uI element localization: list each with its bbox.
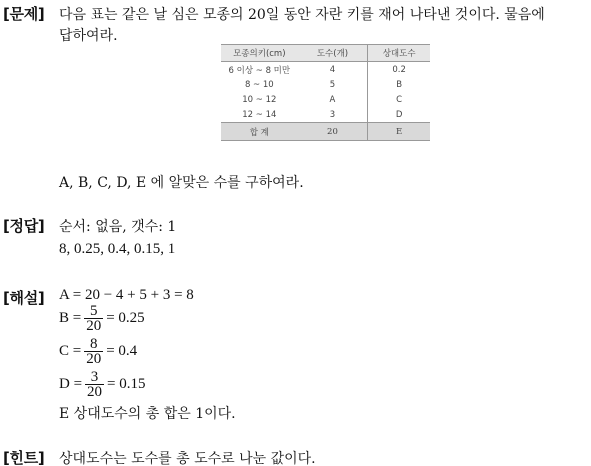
explanation-tag: [해설] — [3, 289, 45, 307]
problem-text-line1: 다음 표는 같은 날 심은 모종의 20일 동안 자란 키를 재어 나타낸 것이다. 물음에 — [59, 7, 545, 23]
cell-total-label: 합 계 — [221, 123, 298, 141]
hint-text: 상대도수는 도수를 총 도수로 나눈 값이다. — [59, 451, 316, 466]
fraction-b — [84, 304, 103, 333]
cell-total-relative: E — [368, 123, 430, 141]
problem-question: A, B, C, D, E 에 알맞은 수를 구하여라. — [59, 175, 304, 191]
equation-c — [59, 337, 137, 366]
fraction-c-numerator: 8 — [84, 337, 103, 352]
table-total-row — [221, 123, 430, 141]
cell-range: 10 ~ 12 — [242, 94, 277, 105]
equation-c-lhs: C = — [59, 343, 82, 359]
equation-a: A = 20 − 4 + 5 + 3 = 8 — [59, 287, 194, 303]
cell-range: 8 ~ 10 — [244, 79, 274, 90]
frequency-table — [221, 44, 430, 141]
answer-tag: [정답] — [3, 217, 45, 235]
equation-b — [59, 304, 145, 333]
header-relative: 상대도수 — [368, 45, 430, 62]
cell-count: A — [329, 94, 336, 105]
problem-tag: [문제] — [3, 5, 45, 23]
fraction-b-numerator: 5 — [84, 304, 103, 319]
cell-relative: D — [368, 107, 430, 123]
equation-d — [59, 370, 146, 399]
equation-e: E 상대도수의 총 합은 1이다. — [59, 406, 236, 422]
problem-text-line2: 답하여라. — [59, 28, 118, 44]
cell-relative: C — [368, 92, 430, 107]
table-row — [221, 62, 430, 78]
cell-count: 3 — [329, 109, 336, 120]
equation-b-rhs: = 0.25 — [106, 310, 145, 326]
equation-b-lhs: B = — [59, 310, 82, 326]
cell-relative: 0.2 — [368, 62, 430, 78]
cell-relative: B — [368, 77, 430, 92]
fraction-d-numerator: 3 — [85, 370, 104, 385]
cell-count: 4 — [329, 64, 336, 75]
table-row — [221, 107, 430, 123]
table-header-row — [221, 45, 430, 62]
fraction-d — [85, 370, 104, 399]
header-height: 모종의키(cm) — [221, 45, 298, 62]
equation-c-rhs: = 0.4 — [106, 343, 138, 359]
table-row — [221, 92, 430, 107]
answer-line2: 8, 0.25, 0.4, 0.15, 1 — [59, 241, 176, 257]
cell-range: 12 ~ 14 — [242, 109, 277, 120]
equation-d-rhs: = 0.15 — [107, 376, 146, 392]
table-row — [221, 77, 430, 92]
hint-tag: [힌트] — [3, 449, 45, 466]
fraction-b-denominator: 20 — [86, 318, 102, 334]
cell-count: 5 — [329, 79, 336, 90]
answer-line1: 순서: 없음, 갯수: 1 — [59, 219, 177, 235]
fraction-d-denominator: 20 — [87, 384, 103, 400]
header-count: 도수(개) — [298, 45, 368, 62]
fraction-c — [84, 337, 103, 366]
equation-d-lhs: D = — [59, 376, 83, 392]
fraction-c-denominator: 20 — [86, 351, 102, 367]
cell-total-count: 20 — [298, 123, 368, 141]
cell-range: 6 이상 ~ 8 미만 — [228, 65, 291, 76]
